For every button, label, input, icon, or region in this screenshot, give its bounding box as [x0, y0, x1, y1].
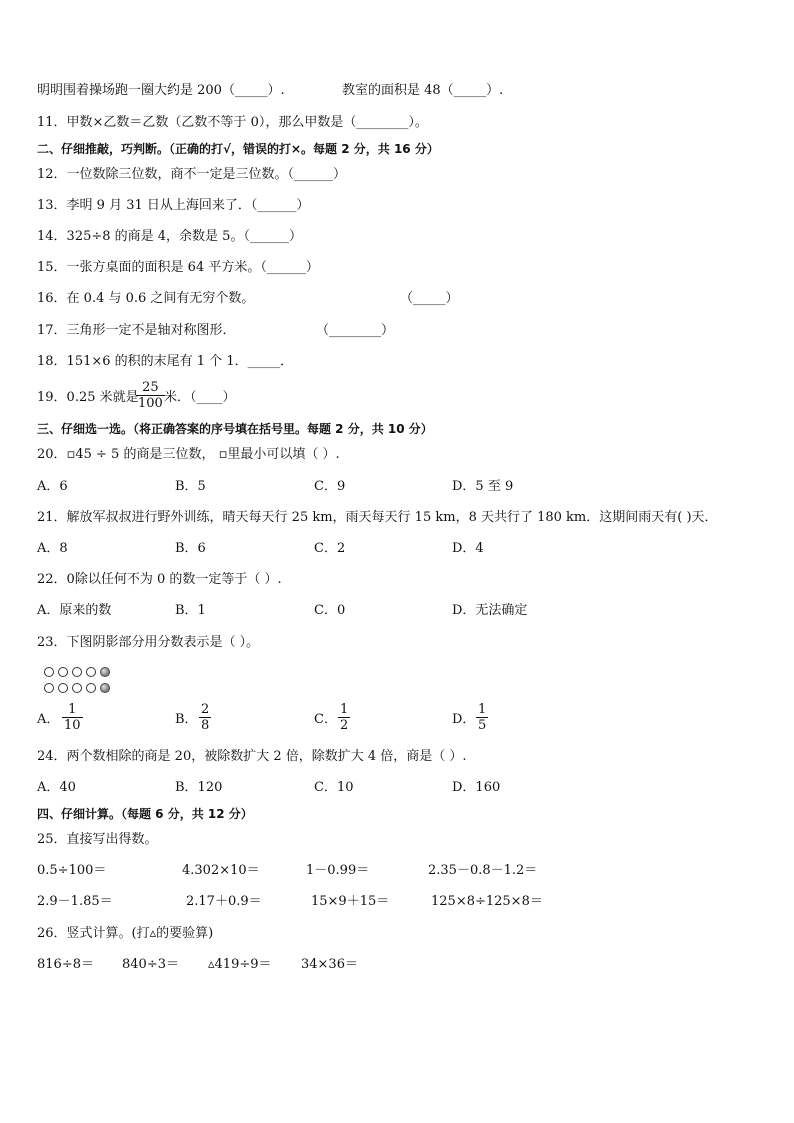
- q20-option-b[interactable]: B．5: [175, 479, 206, 494]
- q23-option-b-fraction[interactable]: [199, 702, 211, 733]
- q24-option-c[interactable]: C．10: [314, 780, 354, 795]
- fraction-numerator: 1: [478, 702, 487, 717]
- fraction-denominator: 5: [478, 718, 487, 733]
- q20-option-d[interactable]: D．5 至 9: [452, 479, 514, 494]
- circle-r1-5-shaded: [100, 667, 110, 677]
- circles-figure: [44, 667, 114, 697]
- question-19-pre: 19．0.25 米就是: [37, 390, 139, 405]
- question-14: 14．325÷8 的商是 4，余数是 5。（______）: [37, 229, 302, 244]
- q24-option-d[interactable]: D．160: [452, 780, 501, 795]
- section-4-title: 四、仔细计算。（每题 6 分，共 12 分）: [37, 807, 253, 821]
- question-17-blank: （________）: [316, 323, 395, 338]
- question-15: 15．一张方桌面的面积是 64 平方米。（______）: [37, 260, 319, 275]
- q23-option-c-fraction[interactable]: [338, 702, 350, 733]
- question-12: 12．一位数除三位数，商不一定是三位数。（______）: [37, 167, 347, 182]
- question-23: 23．下图阴影部分用分数表示是（ ）。: [37, 635, 260, 650]
- circle-r2-3: [72, 683, 82, 693]
- q21-option-c[interactable]: C．2: [314, 541, 346, 556]
- question-17: 17．三角形一定不是轴对称图形．: [37, 323, 236, 338]
- q22-option-c[interactable]: C．0: [314, 603, 346, 618]
- question-11: 11．甲数×乙数＝乙数（乙数不等于 0），那么甲数是（________）。: [37, 115, 428, 130]
- vertical-calc-item: ▵419÷9＝: [208, 957, 272, 972]
- section-2-title: 二、仔细推敲，巧判断。（正确的打√，错误的打×。每题 2 分，共 16 分）: [37, 142, 439, 156]
- fraction-denominator: 10: [64, 718, 81, 733]
- fraction-denominator: 8: [201, 718, 210, 733]
- calc-item: 2.9－1.85＝: [37, 894, 113, 909]
- vertical-calc-item: 816÷8＝: [37, 957, 94, 972]
- q20-option-c[interactable]: C．9: [314, 479, 346, 494]
- question-20: 20．▫45 ÷ 5 的商是三位数， ▫里最小可以填（ ）.: [37, 447, 340, 462]
- question-16-blank: （_____）: [400, 291, 459, 306]
- calc-item: 0.5÷100＝: [37, 863, 107, 878]
- vertical-calc-item: 840÷3＝: [122, 957, 179, 972]
- circle-r1-1: [44, 667, 54, 677]
- question-24: 24．两个数相除的商是 20，被除数扩大 2 倍，除数扩大 4 倍，商是（ ）.: [37, 749, 467, 764]
- calc-item: 15×9＋15＝: [311, 894, 390, 909]
- circle-r2-2: [58, 683, 68, 693]
- fraction-denominator: 100: [138, 396, 163, 411]
- question-18: 18．151×6 的积的末尾有 1 个 1．_____．: [37, 354, 294, 369]
- question-10b: 教室的面积是 48（_____）.: [342, 83, 504, 98]
- q21-option-a[interactable]: A．8: [37, 541, 68, 556]
- q22-option-a[interactable]: A．原来的数: [37, 603, 112, 618]
- question-16: 16．在 0.4 与 0.6 之间有无穷个数。: [37, 291, 255, 306]
- calc-item: 4.302×10＝: [182, 863, 260, 878]
- q21-option-d[interactable]: D．4: [452, 541, 484, 556]
- calc-item: 1－0.99＝: [306, 863, 370, 878]
- circle-r1-4: [86, 667, 96, 677]
- q22-option-d[interactable]: D．无法确定: [452, 603, 528, 618]
- calc-item: 125×8÷125×8＝: [431, 894, 543, 909]
- circle-r2-4: [86, 683, 96, 693]
- q20-option-a[interactable]: A．6: [37, 479, 68, 494]
- q21-option-b[interactable]: B．6: [175, 541, 206, 556]
- q23-option-c-label[interactable]: C．: [314, 712, 337, 727]
- fraction-numerator: 2: [201, 702, 210, 717]
- circle-r2-5-shaded: [100, 683, 110, 693]
- fraction-numerator: 1: [68, 702, 77, 717]
- question-13: 13．李明 9 月 31 日从上海回来了．（______）: [37, 198, 310, 213]
- vertical-calc-item: 34×36＝: [301, 957, 358, 972]
- q22-option-b[interactable]: B．1: [175, 603, 206, 618]
- question-10a: 明明围着操场跑一圈大约是 200（_____）.: [37, 83, 285, 98]
- q23-option-b-label[interactable]: B．: [175, 712, 198, 727]
- question-19-fraction: [136, 380, 165, 411]
- question-21: 21．解放军叔叔进行野外训练，晴天每天行 25 km，雨天每天行 15 km，8 天共行了 180 km．这期间雨天有( )天．: [37, 510, 718, 525]
- circle-r1-3: [72, 667, 82, 677]
- q24-option-b[interactable]: B．120: [175, 780, 223, 795]
- q23-option-a-label[interactable]: A．: [37, 712, 60, 727]
- calc-item: 2.17＋0.9＝: [186, 894, 262, 909]
- calc-item: 2.35－0.8－1.2＝: [428, 863, 538, 878]
- q24-option-a[interactable]: A．40: [37, 780, 76, 795]
- question-22: 22．0除以任何不为 0 的数一定等于（ ）.: [37, 572, 282, 587]
- question-26: 26．竖式计算。(打▵的要验算): [37, 926, 214, 941]
- q23-option-d-label[interactable]: D．: [452, 712, 476, 727]
- fraction-numerator: 25: [142, 380, 159, 395]
- question-19-post: 米．（____）: [164, 390, 236, 405]
- section-3-title: 三、仔细选一选。（将正确答案的序号填在括号里。每题 2 分，共 10 分）: [37, 422, 433, 436]
- fraction-denominator: 2: [340, 718, 349, 733]
- q23-option-d-fraction[interactable]: [476, 702, 488, 733]
- circle-r1-2: [58, 667, 68, 677]
- circle-r2-1: [44, 683, 54, 693]
- fraction-numerator: 1: [340, 702, 349, 717]
- q23-option-a-fraction[interactable]: [62, 702, 83, 733]
- question-25: 25．直接写出得数。: [37, 832, 158, 847]
